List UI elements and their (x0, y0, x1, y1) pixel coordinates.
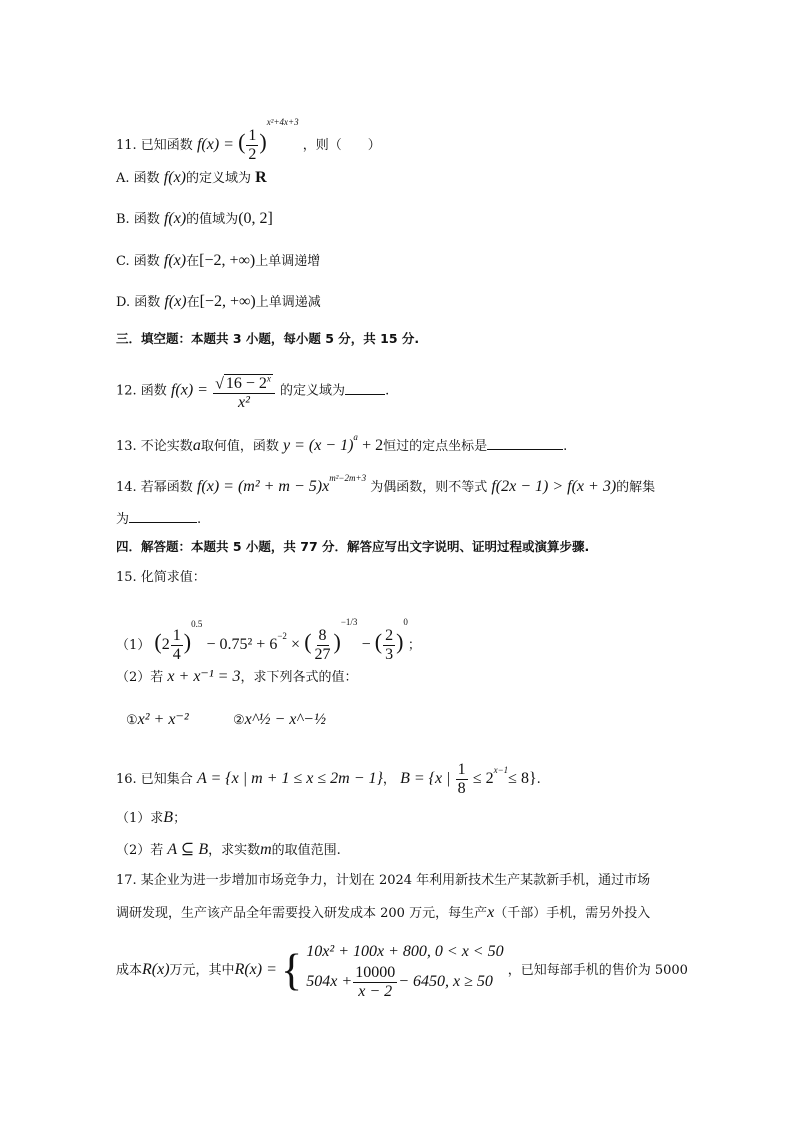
question-14 (116, 468, 655, 498)
q17-line3-expr2: R(x) = (234, 961, 277, 978)
q16-p2-mid: ，求实数 (208, 843, 261, 858)
q17-piece2-a: 504x + (306, 973, 353, 990)
q17-piece2-b: − 6450, x ≥ 50 (398, 973, 493, 990)
q15-p1-d-num: 2 (385, 627, 394, 644)
q16-part1 (116, 808, 186, 829)
q11-option-a (116, 168, 267, 189)
option-a-text: 的定义域为 (186, 171, 252, 186)
q17-line3-a: 成本 (116, 963, 143, 978)
q17-line2-b: （千部）手机，需另外投入 (494, 906, 651, 921)
q17-piece2 (306, 964, 503, 1001)
q12-numer-exp: x (266, 374, 271, 384)
q15-p1-a-frac (171, 627, 183, 664)
option-d-fx: f(x) (164, 293, 187, 310)
q17-piece2-num: 10000 (355, 964, 396, 981)
q11-option-c (116, 251, 320, 272)
q17-piece2-den: x − 2 (358, 983, 393, 1000)
q11-option-d (116, 292, 321, 313)
q16-p2-label: （2）若 (116, 843, 164, 858)
q12-lhs: f(x) = (170, 381, 208, 399)
q13-expr: y = (x − 1) (282, 437, 354, 454)
q17-piecewise-brace: { (281, 945, 303, 995)
q16-set-b-num: 1 (457, 761, 466, 778)
q15-p1-minus: − (361, 636, 371, 653)
q16-p1-end: ； (173, 811, 187, 826)
q16-set-b-exp: x−1 (493, 765, 509, 775)
q11-base-fraction (246, 127, 258, 164)
q16-p2-var: m (260, 841, 272, 858)
option-c-text2: 上单调递增 (255, 254, 321, 269)
q14-expr-exp: m²−2m+3 (329, 473, 367, 483)
option-b-math: (0, 2] (238, 210, 273, 227)
question-16 (116, 760, 541, 798)
q15-p2-label: （2）若 (116, 670, 164, 685)
q15-p1-lparen: ( (154, 629, 162, 654)
q16-set-b-den: 8 (457, 780, 466, 797)
q15-p1-c-den: 27 (314, 646, 331, 663)
q15-sub1-expr: x² + x⁻² (137, 711, 189, 728)
q15-p1-c-rparen: ) (333, 629, 341, 654)
q15-p1-c-num: 8 (318, 627, 327, 644)
q13-number: 13. 不论实数 (116, 439, 193, 454)
q16-set-b-pre: B = {x | (400, 770, 451, 787)
q11-right-paren: ) (259, 129, 267, 154)
q14-inequality: f(2x − 1) > f(x + 3) (491, 478, 617, 495)
q17-line3-tail: ，已知每部手机的售价为 5000 (507, 963, 688, 978)
option-d-text2: 上单调递减 (255, 295, 321, 310)
q17-line2-var: x (487, 904, 495, 921)
question-14-line2 (116, 508, 201, 530)
q11-option-b (116, 209, 273, 230)
q17-piece1: 10x² + 100x + 800, 0 < x < 50 (306, 943, 504, 960)
q12-fraction (213, 370, 275, 412)
q12-end: . (385, 383, 390, 399)
q15-p1-c-frac (313, 627, 333, 664)
q15-p1-rparen: ) (183, 629, 192, 654)
q15-p1-c-exp: −1/3 (340, 617, 358, 627)
q13-mid: 取何值，函数 (200, 439, 279, 454)
option-c-fx: f(x) (163, 252, 187, 269)
q15-p1-b: − 0.75² + 6 (206, 636, 278, 653)
q15-p1-d-den: 3 (385, 646, 394, 663)
q14-line2: 为 (116, 512, 130, 527)
q16-p2-expr: A ⊆ B (167, 841, 209, 858)
q17-line3-expr: R(x) (142, 961, 170, 978)
q15-sub1-label: ① (126, 713, 138, 728)
q16-p1-var: B (163, 809, 174, 826)
q15-p1-label: （1） (116, 638, 151, 653)
q11-function: f(x) = (196, 136, 234, 153)
q15-p1-c-lparen: ( (304, 629, 312, 654)
q15-p1-d-rparen: ) (396, 629, 404, 654)
q11-number: 11. 已知函数 (116, 138, 193, 153)
option-a-math: R (255, 169, 267, 186)
q13-tail: 恒过的定点坐标是 (383, 439, 488, 454)
q11-base-den: 2 (248, 146, 257, 163)
q12-denominator: x² (238, 394, 250, 412)
question-13 (116, 427, 567, 457)
q12-numer-text: 16 − 2 (225, 375, 267, 393)
option-b-label: B. 函数 (116, 212, 160, 227)
q17-line2-a: 调研发现，生产该产品全年需要投入研发成本 200 万元，每生产 (116, 906, 488, 921)
option-b-text: 的值域为 (186, 212, 239, 227)
option-d-text: 在 (186, 295, 200, 310)
q14-number: 14. 若幂函数 (116, 480, 193, 495)
q15-p1-b-exp: −2 (277, 631, 287, 641)
q16-number: 16. 已知集合 (116, 772, 193, 787)
q13-expr2: + 2 (362, 437, 384, 454)
q16-p1-label: （1）求 (116, 811, 164, 826)
q13-var: a (192, 437, 201, 454)
q15-p1-d-exp: 0 (403, 617, 408, 627)
q12-sqrt (224, 374, 273, 392)
q15-part1 (116, 612, 421, 664)
q15-p1-a-exp: 0.5 (191, 619, 203, 629)
q15-p2-tail: ，求下列各式的值： (240, 670, 358, 685)
option-b-fx: f(x) (163, 210, 187, 227)
q16-comma: ， (382, 772, 396, 787)
q15-title: 15. 化简求值： (116, 570, 206, 585)
q11-tail: ，则（ ） (302, 138, 381, 153)
q14-expr: f(x) = (m² + m − 5)x (196, 478, 330, 495)
option-a-label: A. 函数 (116, 171, 160, 186)
q15-p1-times: × (291, 636, 301, 653)
q16-set-b-end: ≤ 8} (508, 770, 537, 787)
q15-p1-d-frac (383, 627, 395, 664)
q13-answer-blank[interactable] (487, 435, 563, 450)
q16-end: . (536, 772, 541, 787)
q12-numerator: √ $16 - 2^x$ (213, 370, 275, 394)
option-a-fx: f(x) (163, 169, 186, 186)
q14-answer-blank[interactable] (129, 508, 197, 523)
q13-expr-exp: a (353, 432, 358, 442)
option-c-text: 在 (186, 254, 200, 269)
q12-answer-blank[interactable] (345, 380, 385, 395)
q11-left-paren: ( (238, 129, 246, 154)
q16-set-a: A = {x | m + 1 ≤ x ≤ 2m − 1} (196, 770, 383, 787)
q15-p1-d-lparen: ( (374, 629, 383, 654)
question-12 (116, 370, 389, 412)
q15-subparts (126, 710, 326, 731)
q16-p2-end: 的取值范围. (271, 843, 341, 858)
q12-number: 12. 函数 (116, 383, 167, 399)
section-3-heading: 三．填空题：本题共 3 小题，每小题 5 分，共 15 分. (116, 331, 420, 346)
q17-piecewise (306, 940, 503, 1001)
q16-set-b-frac (456, 761, 468, 798)
q11-exponent: x²+4x+3 (266, 117, 299, 127)
q17-line3-b: 万元，其中 (169, 963, 235, 978)
q17-line2 (116, 903, 650, 924)
q15-sub2-expr: x^½ − x^−½ (244, 711, 326, 728)
q15-p1-end: ； (407, 638, 421, 653)
q16-part2 (116, 840, 341, 861)
q12-tail: 的定义域为 (280, 383, 346, 399)
q14-tail: 的解集 (616, 480, 656, 495)
q15-part2 (116, 667, 357, 688)
q15-p1-a: 2 (161, 636, 170, 653)
question-11-stem (116, 112, 381, 164)
q11-base-num: 1 (248, 127, 257, 144)
option-d-label: D. 函数 (116, 295, 161, 310)
option-c-math: [−2, +∞) (199, 252, 256, 269)
q14-mid: 为偶函数，则不等式 (370, 480, 488, 495)
q17-line3 (116, 940, 688, 1001)
q17-piece2-frac (353, 964, 397, 1001)
q15-p2-expr: x + x⁻¹ = 3 (167, 668, 241, 685)
option-c-label: C. 函数 (116, 254, 160, 269)
q16-set-b-post: ≤ 2 (472, 770, 494, 787)
section-4-heading: 四．解答题：本题共 5 小题，共 77 分．解答应写出文字说明、证明过程或演算步骤. (116, 539, 590, 554)
q17-line1: 17. 某企业为进一步增加市场竞争力，计划在 2024 年利用新技术生产某款新手机，通过市场 (116, 873, 651, 888)
q15-p1-a-den: 4 (172, 646, 181, 663)
option-d-math: [−2, +∞) (199, 293, 256, 310)
q15-sub2-label: ② (232, 713, 245, 728)
q14-end: . (197, 512, 202, 527)
q13-end: . (563, 439, 568, 454)
q15-p1-a-num: 1 (172, 627, 181, 644)
